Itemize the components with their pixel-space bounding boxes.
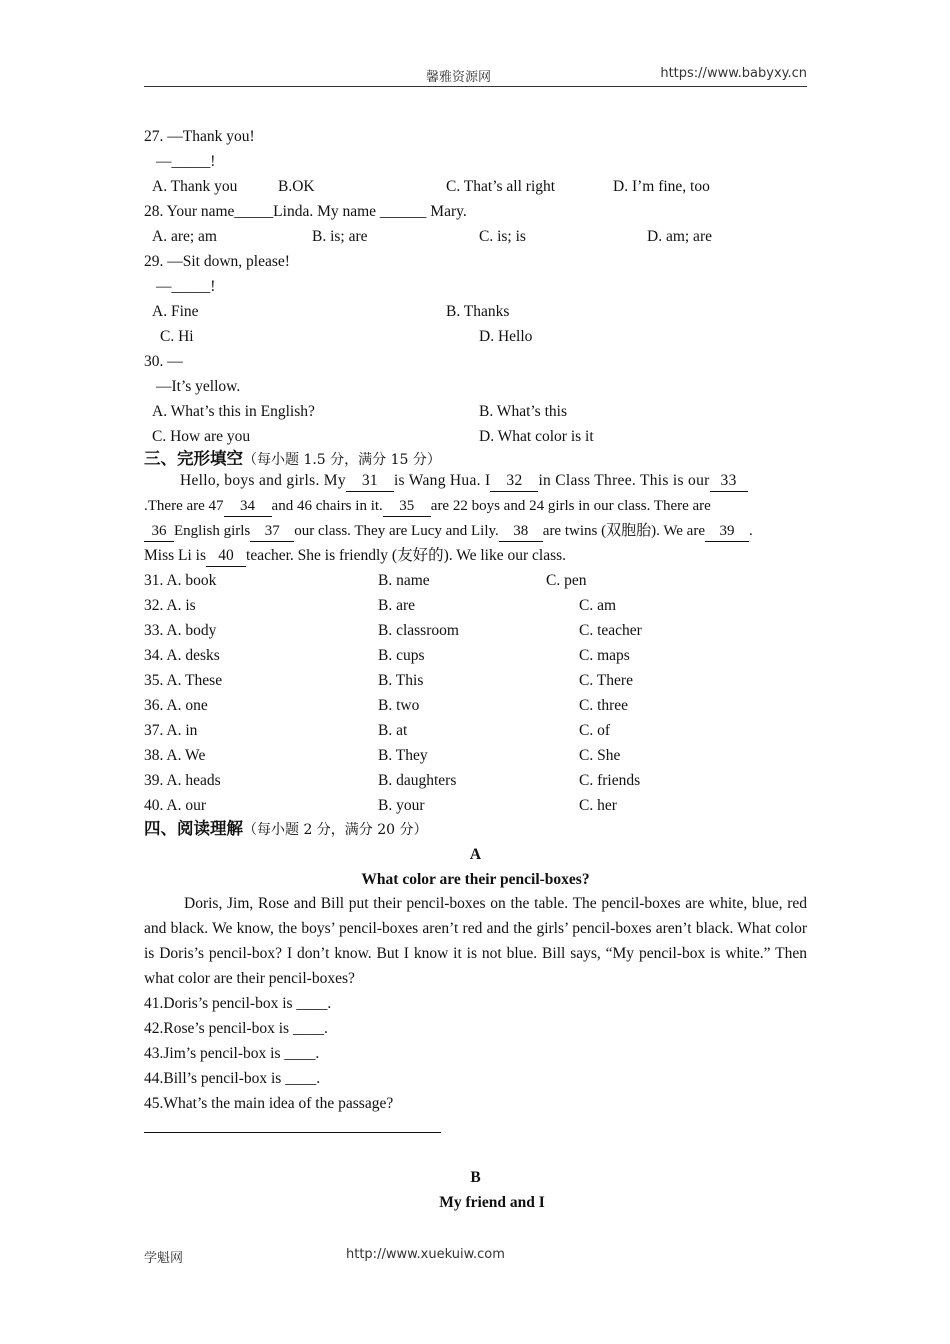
q29-reply: —_____! [156, 278, 216, 295]
q30-stem: 30. — [144, 353, 183, 370]
cloze-text: Miss Li is [144, 547, 207, 564]
cloze-option-a: 39. A. heads [144, 772, 221, 789]
cloze-option-c: C. friends [579, 772, 641, 789]
cloze-text: teacher. She is friendly (友好的). We like our class. [246, 547, 567, 564]
cloze-option-a: 38. A. We [144, 747, 206, 764]
cloze-option-a: 33. A. body [144, 622, 217, 639]
cloze-blank-37: 37 [250, 521, 294, 542]
question-44: 44.Bill’s pencil-box is ____. [144, 1070, 321, 1087]
cloze-line-3 [144, 521, 753, 542]
q30-reply: —It’s yellow. [156, 378, 241, 395]
section3-note: （每小题 1.5 分，满分 15 分） [243, 452, 441, 468]
cloze-option-b: B. daughters [378, 772, 457, 789]
q27-option-c: C. That’s all right [446, 178, 556, 195]
cloze-option-b: B. cups [378, 647, 425, 664]
passage-a-label: A [469, 846, 482, 863]
answer-line-45 [144, 1132, 441, 1133]
footer-url: http://www.xuekuiw.com [346, 1247, 505, 1262]
q30-option-b: B. What’s this [479, 403, 567, 420]
cloze-line-1 [180, 471, 748, 492]
q30-option-a: A. What’s this in English? [152, 403, 315, 420]
question-45: 45.What’s the main idea of the passage? [144, 1095, 394, 1112]
cloze-option-a: 40. A. our [144, 797, 206, 814]
passage-a-title: What color are their pencil-boxes? [361, 871, 590, 888]
q30-option-c: C. How are you [152, 428, 251, 445]
cloze-option-b: B. They [378, 747, 428, 764]
cloze-text: and 46 chairs in it. [271, 498, 383, 514]
cloze-blank-33: 33 [710, 471, 748, 492]
q29-option-c: C. Hi [160, 328, 194, 345]
cloze-option-b: B. your [378, 797, 425, 814]
section4-note: （每小题 2 分，满分 20 分） [243, 822, 428, 838]
q30-option-d: D. What color is it [479, 428, 594, 445]
cloze-option-c: C. maps [579, 647, 630, 664]
q28-option-b: B. is; are [312, 228, 368, 245]
q28-option-a: A. are; am [152, 228, 217, 245]
cloze-text: Hello, boys and girls. My [180, 472, 346, 489]
cloze-blank-36: 36 [144, 521, 174, 542]
q27-stem: 27. —Thank you! [144, 128, 255, 145]
cloze-option-c: C. am [579, 597, 617, 614]
section3-heading [144, 449, 441, 470]
cloze-blank-40: 40 [206, 546, 246, 567]
cloze-option-b: B. classroom [378, 622, 459, 639]
q29-stem: 29. —Sit down, please! [144, 253, 290, 270]
cloze-text: . [749, 523, 753, 539]
cloze-blank-32: 32 [490, 471, 538, 492]
cloze-option-a: 35. A. These [144, 672, 223, 689]
cloze-blank-39: 39 [705, 521, 749, 542]
cloze-option-a: 32. A. is [144, 597, 196, 614]
cloze-line-4 [144, 546, 566, 567]
question-43: 43.Jim’s pencil-box is ____. [144, 1045, 320, 1062]
cloze-blank-38: 38 [499, 521, 543, 542]
passage-a-body: Doris, Jim, Rose and Bill put their pencil-boxes on the table. The pencil-boxes are white, blue, red and black. We know, the boys’ pencil-boxes aren’t red and the girls’ pencil-boxes aren’t black. What color is Doris’s pencil-box? I don’t know. But I know it is not blue. Bill says, “My pencil-box is white.” Then what color are their pencil-boxes? [144, 895, 807, 987]
q29-option-a: A. Fine [152, 303, 199, 320]
footer-left: 学魁网 [144, 1251, 184, 1266]
cloze-option-c: C. teacher [579, 622, 642, 639]
cloze-blank-31: 31 [346, 471, 394, 492]
cloze-blank-34: 34 [224, 496, 272, 517]
cloze-text: .There are 47 [144, 498, 224, 514]
q29-option-d: D. Hello [479, 328, 533, 345]
cloze-option-c: C. three [579, 697, 629, 714]
question-42: 42.Rose’s pencil-box is ____. [144, 1020, 328, 1037]
section4-heading [144, 819, 428, 840]
cloze-option-b: B. name [378, 572, 430, 589]
cloze-option-c: C. of [579, 722, 610, 739]
cloze-text: is Wang Hua. I [393, 472, 491, 489]
q28-stem: 28. Your name_____Linda. My name ______ Mary. [144, 203, 467, 220]
page-header [144, 66, 807, 87]
cloze-text: are twins (双胞胎). We are [542, 523, 705, 539]
passage-b-label: B [470, 1169, 481, 1186]
q28-option-c: C. is; is [479, 228, 526, 245]
cloze-text: are 22 boys and 24 girls in our class. There are [430, 498, 711, 514]
q27-option-a: A. Thank you [152, 178, 238, 195]
section4-title: 四、阅读理解 [144, 819, 243, 838]
cloze-option-b: B. at [378, 722, 408, 739]
cloze-option-a: 37. A. in [144, 722, 198, 739]
cloze-option-c: C. There [579, 672, 633, 689]
cloze-text: in Class Three. This is our [538, 472, 710, 489]
passage-b-title: My friend and I [439, 1194, 545, 1211]
q29-option-b: B. Thanks [446, 303, 510, 320]
cloze-text: English girls [174, 523, 251, 539]
header-url: https://www.babyxy.cn [660, 66, 807, 81]
cloze-option-a: 36. A. one [144, 697, 208, 714]
cloze-option-c: C. pen [546, 572, 587, 589]
question-41: 41.Doris’s pencil-box is ____. [144, 995, 332, 1012]
section3-title: 三、完形填空 [144, 449, 243, 468]
cloze-blank-35: 35 [383, 496, 431, 517]
q27-reply: —_____! [156, 153, 216, 170]
cloze-option-a: 31. A. book [144, 572, 217, 589]
cloze-option-b: B. This [378, 672, 424, 689]
q27-option-d: D. I’m fine, too [613, 178, 710, 195]
header-site-name: 馨雅资源网 [426, 70, 492, 85]
cloze-line-2 [144, 496, 711, 517]
q28-option-d: D. am; are [647, 228, 712, 245]
q27-option-b: B.OK [278, 178, 315, 195]
cloze-text: our class. They are Lucy and Lily. [294, 523, 499, 539]
cloze-option-b: B. two [378, 697, 420, 714]
cloze-option-c: C. She [579, 747, 621, 764]
cloze-option-c: C. her [579, 797, 617, 814]
cloze-option-b: B. are [378, 597, 416, 614]
cloze-option-a: 34. A. desks [144, 647, 220, 664]
